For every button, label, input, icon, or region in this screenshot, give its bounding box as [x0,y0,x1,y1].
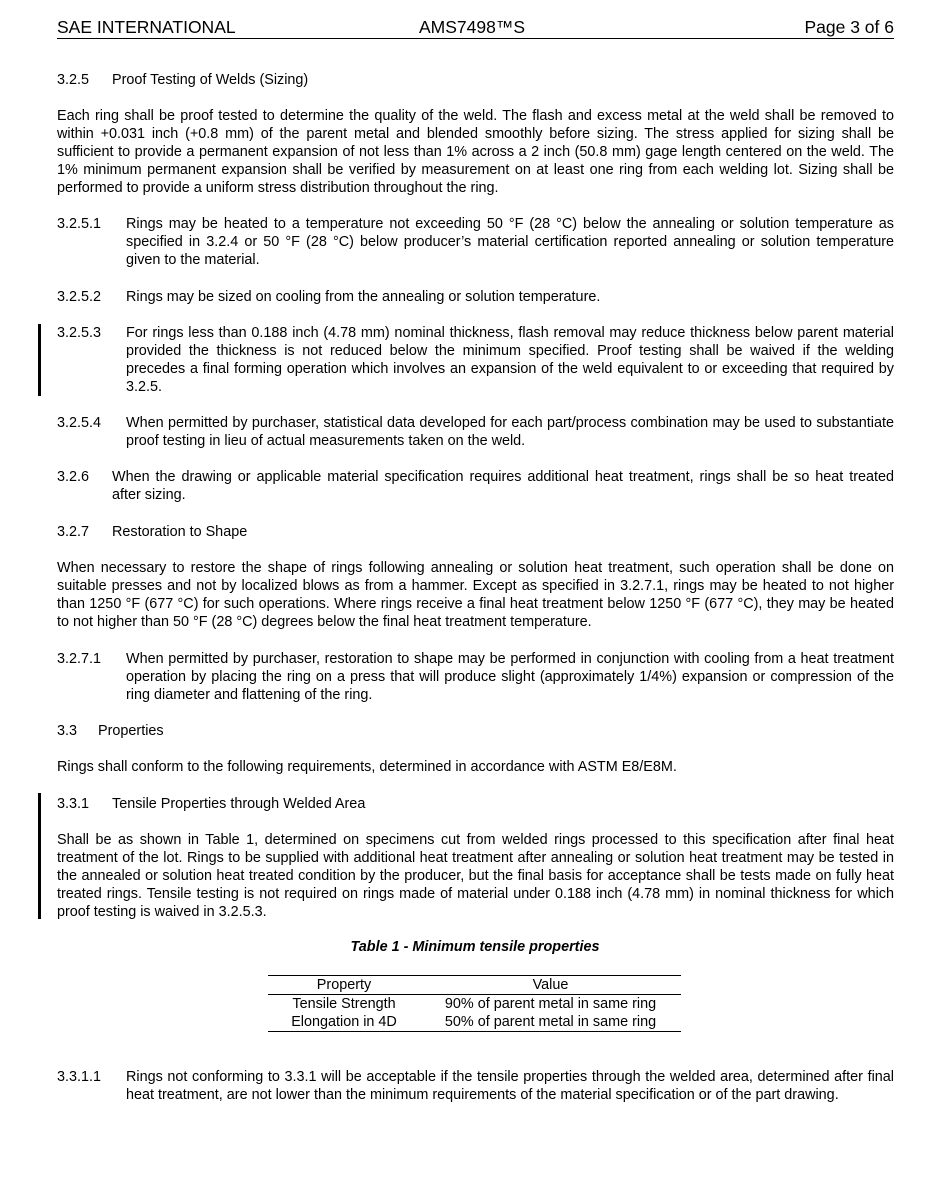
table-row [268,1013,681,1032]
revision-bar [38,793,41,919]
table-row [268,995,681,1014]
section-number: 3.2.7 [57,524,90,540]
section-heading-3-2-5 [57,71,894,89]
table-title: Table 1 - Minimum tensile properties [350,939,600,955]
item-3-2-5-3 [57,324,894,396]
section-title: Restoration to Shape [112,524,248,540]
header-org: SAE INTERNATIONAL [57,17,236,37]
item-3-2-5-2 [57,288,894,306]
item-number: 3.2.7.1 [57,651,102,667]
section-number: 3.2.5 [57,72,90,88]
table-cell: Tensile Strength [292,996,396,1012]
revision-bar [38,324,41,396]
item-3-2-5-4 [57,414,894,450]
header-doc-number: AMS7498™S [419,17,526,37]
paragraph-3-3-1: Shall be as shown in Table 1, determined on specimens cut from welded rings processed to this specification after final heat treatment of the lot. Rings to be supplied with additional heat treatment after annealing or solution heat treatment may be tested in the annealed or solution heat treated condition by the producer, but the final basis for acceptance shall be tests made on fully heat treated rings. Tensile testing is not required on rings made of material under 0.188 inch (4.78 mm) in nominal thickness for which proof testing is waived in 3.2.5.3. [57,832,894,920]
section-title: Properties [98,723,164,739]
item-text: Rings may be sized on cooling from the annealing or solution temperature. [126,289,601,305]
item-text: When permitted by purchaser, statistical data developed for each part/process combination may be used to substantiate proof testing in lieu of actual measurements taken on the weld. [126,415,894,449]
item-text: When the drawing or applicable material specification requires additional heat treatment, rings shall be so heat treated after sizing. [112,469,894,503]
section-title: Proof Testing of Welds (Sizing) [112,72,309,88]
table-header-row [268,976,681,995]
paragraph-3-2-5: Each ring shall be proof tested to determine the quality of the weld. The flash and excess metal at the weld shall be removed to within +0.031 inch (+0.8 mm) of the parent metal and blended smoothly before sizing. The stress applied for sizing shall be sufficient to provide a permanent expansion of not less than 1% across a 2 inch (50.8 mm) gage length centered on the weld. The 1% minimum permanent expansion shall be verified by measurement on at least one ring from each welding lot. Sizing shall be performed to provide a uniform stress distribution throughout the ring. [57,108,894,196]
section-heading-3-3 [57,722,894,740]
column-header-property: Property [268,976,420,995]
item-number: 3.2.5.4 [57,415,102,431]
item-3-2-5-1 [57,215,894,269]
item-text: Rings not conforming to 3.3.1 will be acceptable if the tensile properties through the welded area, determined after final heat treatment, are not lower than the minimum requirements of the material specification or of the part drawing. [126,1069,894,1103]
page-header [57,16,894,39]
paragraph-3-3: Rings shall conform to the following requirements, determined in accordance with ASTM E8/E8M. [57,759,677,775]
minimum-tensile-properties-table [268,975,681,1032]
item-number: 3.2.5.3 [57,325,102,341]
section-heading-3-3-1 [57,795,894,813]
table-cell: 90% of parent metal in same ring [444,996,657,1012]
item-text: For rings less than 0.188 inch (4.78 mm) nominal thickness, flash removal may reduce thickness below parent material provided the thickness is not reduced below the minimum specified. Proof testing shall be waived if the welding precedes a final forming operation which involves an expansion of the weld equivalent to or exceeding that required by 3.2.5. [126,325,894,395]
header-page-number: Page 3 of 6 [804,17,894,37]
paragraph-3-2-7: When necessary to restore the shape of rings following annealing or solution heat treatment, such operation shall be done on suitable presses and not by localized blows as from a hammer. Except as specified in 3.2.7.1, rings may be heated to not higher than 1250 °F (677 °C) for such operations. Where rings receive a final heat treatment below 1250 °F (677 °C), they may be heated to not higher than 50 °F (28 °C) degrees below the final heat treatment temperature. [57,560,894,630]
section-title: Tensile Properties through Welded Area [112,796,366,812]
item-number: 3.2.6 [57,469,90,485]
item-text: When permitted by purchaser, restoration to shape may be performed in conjunction with cooling from a heat treatment operation by placing the ring on a press that will produce slight (approximately 1/4%) expansion or compression of the ring diameter and flattening of the ring. [126,651,894,703]
item-number: 3.3.1.1 [57,1069,102,1085]
item-3-2-7-1 [57,650,894,704]
column-header-value: Value [420,976,681,995]
section-number: 3.3 [57,723,78,739]
section-number: 3.3.1 [57,796,90,812]
item-3-2-6 [57,468,894,504]
section-heading-3-2-7 [57,523,894,541]
table-cell: 50% of parent metal in same ring [420,1013,681,1032]
item-text: Rings may be heated to a temperature not exceeding 50 °F (28 °C) below the annealing or solution temperature as specified in 3.2.4 or 50 °F (28 °C) below producer’s material certification reported annealing or solution temperature given to the material. [126,216,894,268]
item-3-3-1-1 [57,1068,894,1122]
item-number: 3.2.5.1 [57,216,102,232]
table-cell: Elongation in 4D [268,1013,420,1032]
item-number: 3.2.5.2 [57,289,102,305]
